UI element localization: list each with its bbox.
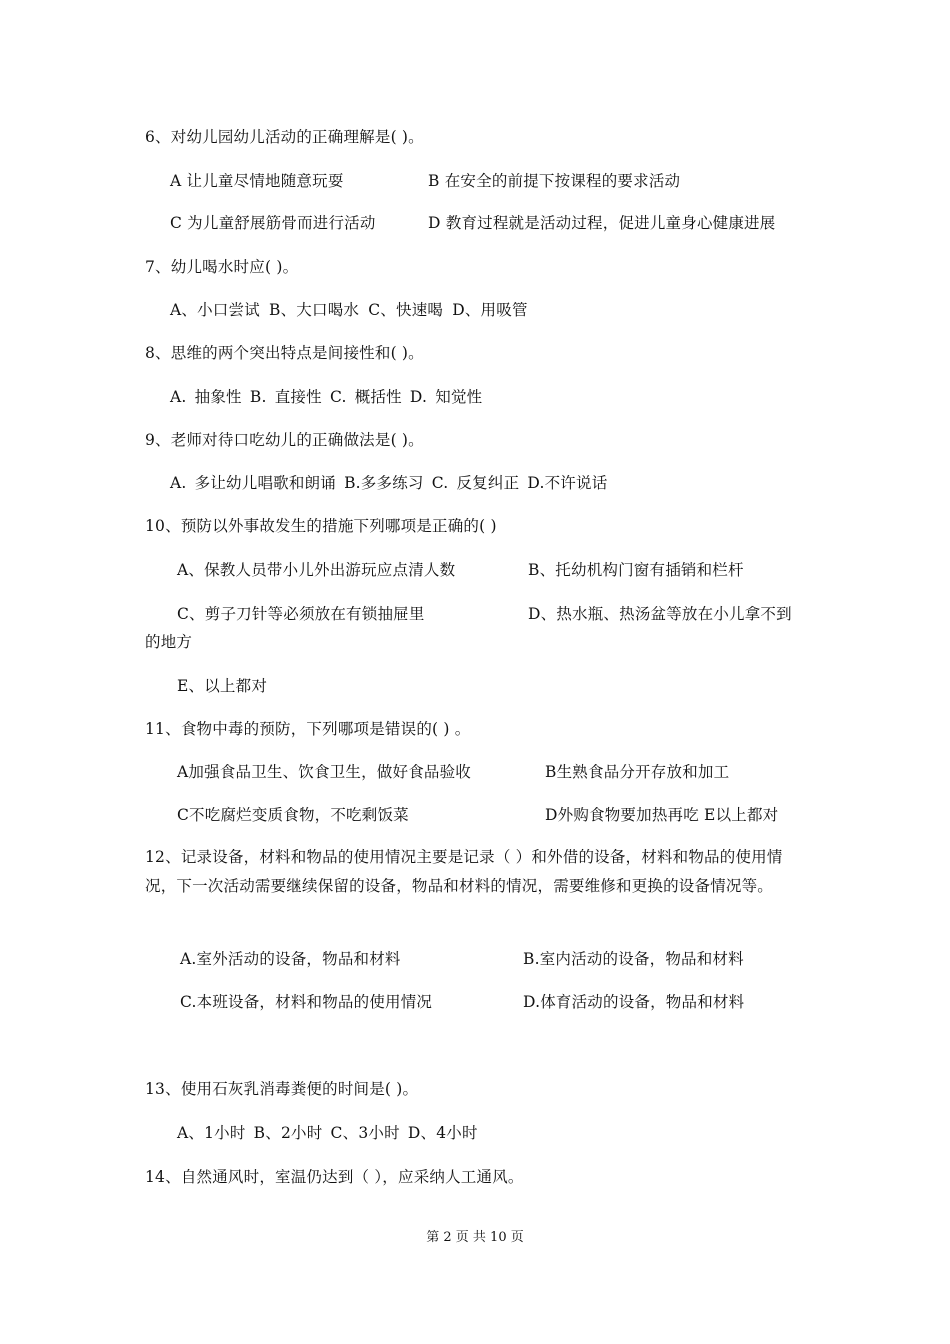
question-6-stem: 6、对幼儿园幼儿活动的正确理解是( )。 (145, 128, 424, 146)
question-11-stem: 11、食物中毒的预防，下列哪项是错误的( ) 。 (145, 720, 471, 738)
question-11-option-b: B生熟食品分开存放和加工 (545, 763, 730, 781)
question-10-option-b: B、托幼机构门窗有插销和栏杆 (528, 561, 744, 579)
question-12-option-a: A.室外活动的设备，物品和材料 (180, 950, 401, 968)
question-7-options: A、小口尝试 B、大口喝水 C、快速喝 D、用吸管 (170, 301, 528, 319)
question-12-option-b: B.室内活动的设备，物品和材料 (523, 950, 744, 968)
question-8-stem: 8、思维的两个突出特点是间接性和( )。 (145, 344, 424, 362)
question-13-stem: 13、使用石灰乳消毒粪便的时间是( )。 (145, 1080, 419, 1098)
question-12-option-d: D.体育活动的设备，物品和材料 (523, 993, 745, 1011)
question-12-stem: 12、记录设备，材料和物品的使用情况主要是记录（ ）和外借的设备，材料和物品的使用情况，下一次活动需要继续保留的设备，物品和材料的情况，需要维修和更换的设备情况等。 (145, 848, 783, 895)
page-number-footer: 第 2 页 共 10 页 (426, 1230, 524, 1245)
question-9-stem: 9、老师对待口吃幼儿的正确做法是( )。 (145, 431, 424, 449)
question-7-stem: 7、幼儿喝水时应( )。 (145, 258, 299, 276)
question-13-options: A、1小时 B、2小时 C、3小时 D、4小时 (177, 1124, 478, 1142)
question-9-options: A. 多让幼儿唱歌和朗诵 B.多多练习 C. 反复纠正 D.不许说话 (170, 474, 608, 492)
question-14-stem: 14、自然通风时，室温仍达到（ ），应采纳人工通风。 (145, 1168, 524, 1186)
question-10-option-e: E、以上都对 (177, 677, 268, 695)
question-10-option-d: D、热水瓶、热汤盆等放在小儿拿不到 (528, 605, 792, 623)
question-6-option-a: A 让儿童尽情地随意玩耍 (170, 172, 344, 190)
question-8-options: A. 抽象性 B. 直接性 C. 概括性 D. 知觉性 (170, 388, 483, 406)
question-10-option-d-continued: 的地方 (145, 633, 193, 651)
question-10-stem: 10、预防以外事故发生的措施下列哪项是正确的( ) (145, 517, 497, 535)
question-10-option-c: C、剪子刀针等必须放在有锁抽屉里 (177, 605, 425, 623)
question-6-option-b: B 在安全的前提下按课程的要求活动 (428, 172, 681, 190)
question-10-option-a: A、保教人员带小儿外出游玩应点清人数 (177, 561, 456, 579)
question-12-option-c: C.本班设备，材料和物品的使用情况 (180, 993, 433, 1011)
question-6-option-d: D 教育过程就是活动过程，促进儿童身心健康进展 (428, 214, 776, 232)
question-11-option-c: C不吃腐烂变质食物，不吃剩饭菜 (177, 806, 409, 824)
question-11-option-d-e: D外购食物要加热再吃 E以上都对 (545, 806, 779, 824)
question-11-option-a: A加强食品卫生、饮食卫生，做好食品验收 (177, 763, 471, 781)
question-6-option-c: C 为儿童舒展筋骨而进行活动 (170, 214, 376, 232)
